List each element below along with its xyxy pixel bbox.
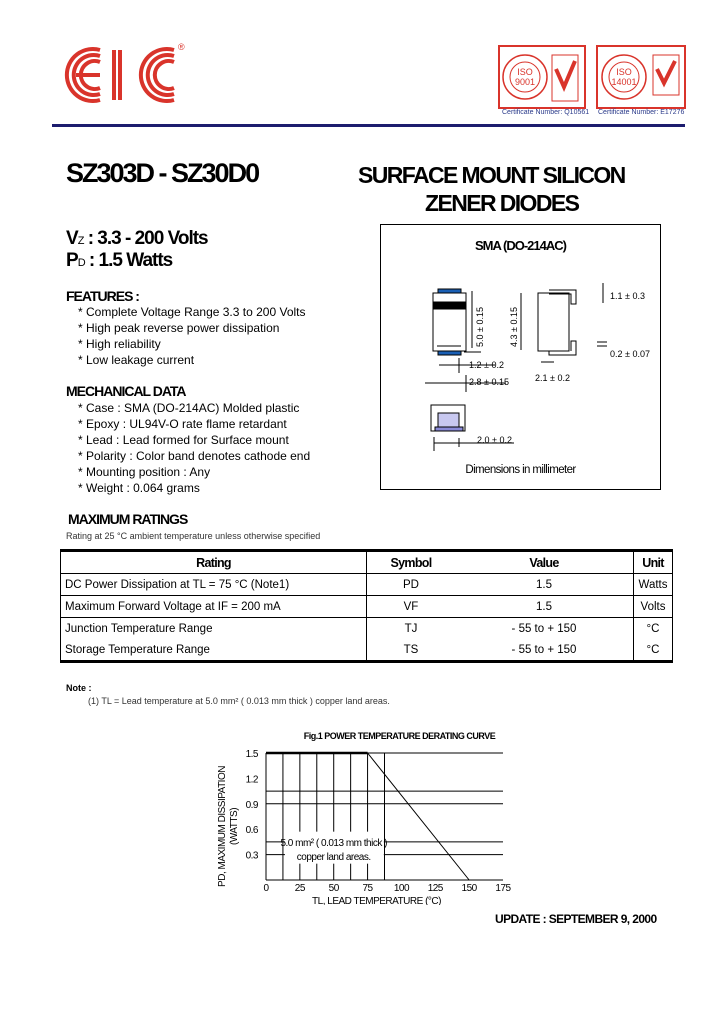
features-list [78, 304, 306, 368]
list-item: * Weight : 0.064 grams [78, 481, 200, 495]
dim-length: 5.0 ± 0.15 [475, 307, 485, 347]
dim-body-width: 2.1 ± 0.2 [535, 373, 570, 383]
list-item: * High reliability [78, 337, 161, 351]
y-tick-label: 1.2 [245, 774, 258, 786]
table-row: Storage Temperature Range TS - 55 to + 150 °C [61, 639, 673, 662]
registered-mark: ® [178, 42, 185, 52]
dim-band: 1.2 ± 0.2 [469, 360, 504, 370]
y-axis-label: PD, MAXIMUM DISSIPATION [217, 766, 228, 887]
iso9001-badge: ISO 9001 [498, 45, 586, 109]
description-line1: SURFACE MOUNT SILICON [358, 162, 625, 188]
features-heading: FEATURES : [66, 288, 139, 304]
table-row: Maximum Forward Voltage at IF = 200 mA VF 1.5 Volts [61, 596, 673, 618]
package-diagram-box [380, 224, 661, 490]
y-tick-label: 0.9 [245, 799, 258, 811]
list-item: * Case : SMA (DO-214AC) Molded plastic [78, 401, 300, 415]
note-text: (1) TL = Lead temperature at 5.0 mm² ( 0.013 mm thick ) copper land areas. [88, 696, 390, 706]
x-tick-label: 50 [328, 883, 339, 894]
x-tick-label: 175 [495, 883, 511, 894]
pd-spec: PD : 1.5 Watts [66, 250, 173, 271]
table-header-row: Rating Symbol Value Unit [61, 551, 673, 574]
chart-title: Fig.1 POWER TEMPERATURE DERATING CURVE [303, 731, 496, 741]
list-item: * Epoxy : UL94V-O rate flame retardant [78, 417, 287, 431]
y-tick-label: 1.5 [245, 749, 258, 760]
cert1-number: Certificate Number: Q10561 [502, 109, 590, 116]
dim-width: 2.8 ± 0.15 [469, 377, 509, 387]
x-axis-label: TL, LEAD TEMPERATURE (°C) [312, 896, 441, 905]
ratings-heading: MAXIMUM RATINGS [68, 511, 188, 527]
list-item: * Low leakage current [78, 353, 195, 367]
list-item: * Polarity : Color band denotes cathode end [78, 449, 311, 463]
ratings-subheading: Rating at 25 °C ambient temperature unless otherwise specified [66, 531, 321, 541]
table-row: Junction Temperature Range TJ - 55 to + 150 °C [61, 618, 673, 640]
list-item: * Lead : Lead formed for Surface mount [78, 433, 289, 447]
x-tick-label: 25 [294, 883, 305, 894]
y-tick-label: 0.3 [245, 850, 258, 862]
table-row: DC Power Dissipation at TL = 75 °C (Note1) PD 1.5 Watts [61, 574, 673, 596]
ratings-table [60, 549, 673, 663]
dim-lead-thickness: 0.2 ± 0.07 [610, 349, 650, 359]
x-tick-label: 125 [427, 883, 443, 894]
note-heading: Note : [66, 683, 92, 693]
dim-lead-length: 1.1 ± 0.3 [610, 291, 645, 301]
list-item: * High peak reverse power dissipation [78, 321, 280, 335]
cert2-number: Certificate Number: E17276 [598, 109, 685, 116]
dim-lead-width: 2.0 ± 0.2 [477, 435, 512, 445]
description-line2: ZENER DIODES [425, 190, 579, 216]
annotation-line1: 5.0 mm² ( 0.013 mm thick ) [280, 837, 387, 849]
derating-chart [200, 725, 530, 905]
y-axis-label-units: (WATTS) [229, 807, 240, 846]
list-item: * Complete Voltage Range 3.3 to 200 Volts [78, 305, 306, 319]
annotation-line2: copper land areas. [296, 851, 371, 863]
mechanical-list [78, 400, 310, 496]
package-title: SMA (DO-214AC) [475, 238, 566, 253]
update-date: UPDATE : SEPTEMBER 9, 2000 [495, 912, 657, 926]
x-tick-label: 100 [393, 883, 410, 894]
x-tick-label: 0 [263, 883, 269, 894]
mechanical-heading: MECHANICAL DATA [66, 383, 186, 399]
eic-logo [62, 44, 192, 106]
part-range-title: SZ303D - SZ30D0 [66, 158, 259, 188]
dim-height: 4.3 ± 0.15 [509, 307, 519, 347]
dimensions-caption: Dimensions in millimeter [465, 464, 576, 476]
iso14001-badge: ISO 14001 [596, 45, 686, 109]
vz-spec: VZ : 3.3 - 200 Volts [66, 228, 208, 249]
y-tick-label: 0.6 [245, 825, 258, 837]
x-tick-label: 150 [461, 883, 477, 894]
header-rule [52, 124, 685, 127]
x-tick-label: 75 [362, 883, 373, 894]
list-item: * Mounting position : Any [78, 465, 211, 479]
